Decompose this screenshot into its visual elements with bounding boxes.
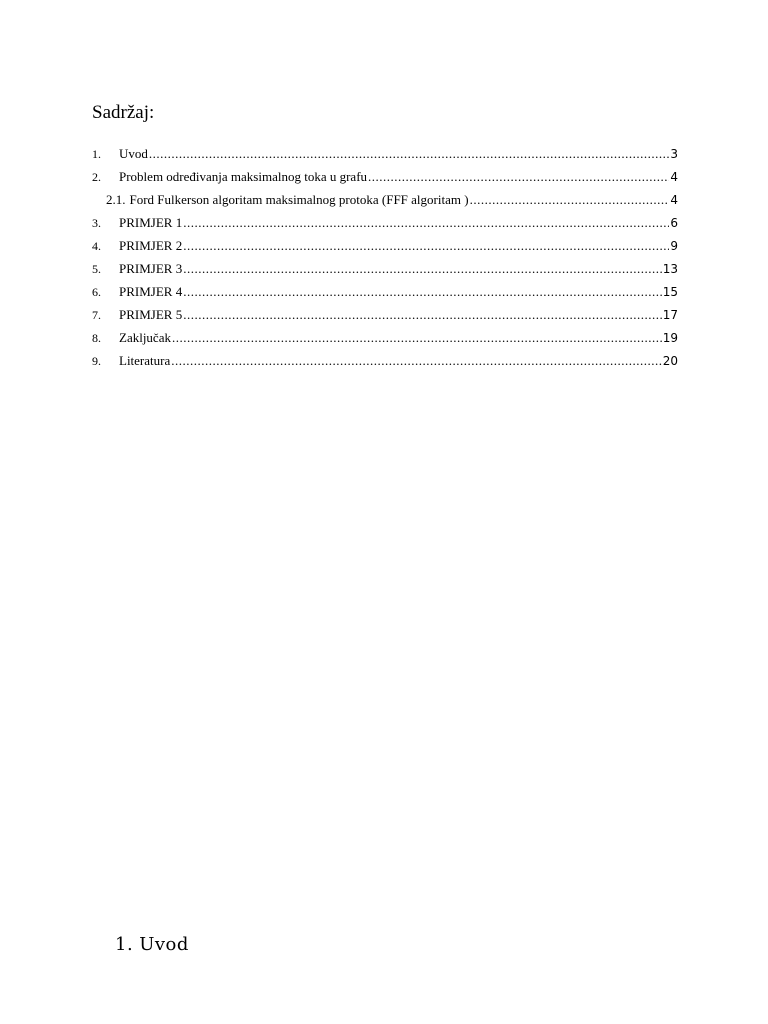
- toc-entry[interactable]: [92, 284, 678, 307]
- toc-dot-leader: [183, 261, 662, 277]
- toc-entry-number: 2.1.: [106, 192, 126, 207]
- toc-dot-leader: [172, 330, 662, 346]
- toc-entry-label: PRIMJER 1: [119, 215, 183, 230]
- toc-entry[interactable]: [92, 330, 678, 353]
- toc-entry-number: 3.: [92, 216, 101, 230]
- toc-entry-number: 1.: [92, 147, 101, 161]
- toc-dot-leader: [368, 169, 669, 185]
- section-title: Uvod: [139, 934, 189, 955]
- toc-entry-page: 17: [662, 308, 678, 322]
- toc-entry-label: Literatura: [119, 353, 171, 368]
- toc-subentry[interactable]: [92, 192, 678, 215]
- toc-dot-leader: [171, 353, 661, 369]
- toc-entry-page: 13: [662, 262, 678, 276]
- toc-entry-label: PRIMJER 2: [119, 238, 183, 253]
- toc-entry-label: Problem određivanja maksimalnog toka u grafu: [119, 169, 368, 184]
- toc-entry-number: 8.: [92, 331, 101, 345]
- toc-dot-leader: [470, 192, 670, 208]
- toc-entry-label: Uvod: [119, 146, 148, 161]
- toc-entry-label: Ford Fulkerson algoritam maksimalnog protoka (FFF algoritam ): [129, 192, 469, 207]
- toc-entry[interactable]: [92, 146, 678, 169]
- toc-entry[interactable]: [92, 215, 678, 238]
- table-of-contents: [92, 146, 678, 376]
- toc-entry-page: 6: [670, 216, 678, 230]
- toc-entry-label: PRIMJER 5: [119, 307, 183, 322]
- toc-entry-number: 4.: [92, 239, 101, 253]
- toc-entry-page: 19: [662, 331, 678, 345]
- toc-entry[interactable]: [92, 238, 678, 261]
- toc-entry[interactable]: [92, 261, 678, 284]
- toc-dot-leader: [149, 146, 669, 162]
- toc-entry-label: Zaključak: [119, 330, 171, 345]
- toc-entry-number: 9.: [92, 354, 101, 368]
- toc-dot-leader: [183, 238, 669, 254]
- toc-entry-page: 4: [670, 170, 678, 184]
- toc-entry-page: 4: [670, 193, 678, 207]
- toc-title: Sadržaj:: [92, 102, 155, 123]
- toc-entry-page: 9: [670, 239, 678, 253]
- toc-entry[interactable]: [92, 307, 678, 330]
- toc-dot-leader: [183, 215, 669, 231]
- toc-dot-leader: [183, 307, 662, 323]
- toc-entry[interactable]: [92, 353, 678, 376]
- toc-entry-label: PRIMJER 4: [119, 284, 183, 299]
- toc-entry-page: 20: [662, 354, 678, 368]
- toc-dot-leader: [183, 284, 662, 300]
- toc-entry-number: 6.: [92, 285, 101, 299]
- toc-entry-number: 2.: [92, 170, 101, 184]
- toc-entry[interactable]: [92, 169, 678, 192]
- toc-entry-number: 7.: [92, 308, 101, 322]
- section-number: 1.: [115, 934, 134, 955]
- toc-entry-number: 5.: [92, 262, 101, 276]
- toc-entry-page: 15: [662, 285, 678, 299]
- toc-entry-page: 3: [670, 147, 678, 161]
- section-heading: [115, 934, 189, 955]
- toc-entry-label: PRIMJER 3: [119, 261, 183, 276]
